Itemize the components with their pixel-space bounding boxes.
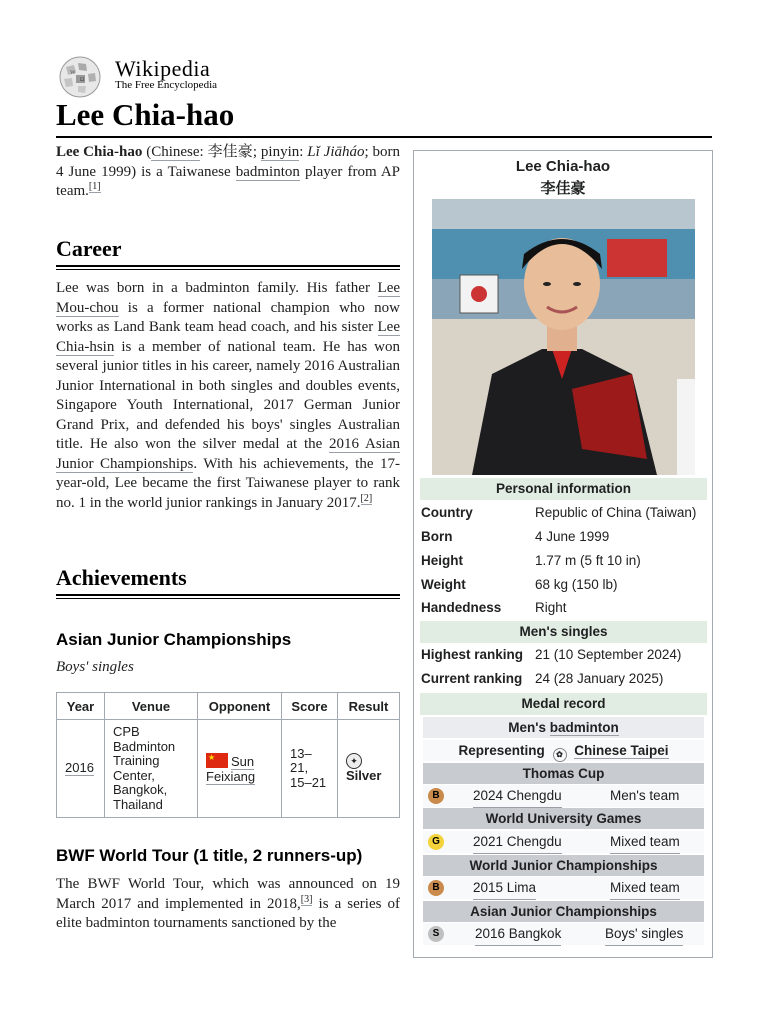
reference-3[interactable]: [3] [300, 893, 313, 905]
china-flag-icon [206, 753, 228, 768]
asian-junior-championships-link[interactable]: 2016 Asian Junior Championships [56, 436, 400, 472]
career-paragraph [56, 279, 400, 513]
col-opponent: Opponent [198, 693, 282, 720]
personal-information-header: Personal information [420, 478, 707, 500]
chinese-taipei-flag-icon: ✿ [553, 748, 567, 762]
medal-sport-row [423, 717, 704, 738]
cell-venue: CPB Badminton Training Center, Bangkok, Thailand [105, 720, 198, 818]
handedness-value: Right [535, 600, 567, 615]
career-divider [56, 265, 400, 270]
intro-text-a: ) is a Taiwanese [131, 163, 231, 180]
medal-row [423, 831, 704, 853]
info-row-born [421, 526, 708, 548]
col-year: Year [57, 693, 105, 720]
infobox [413, 150, 713, 958]
svg-text:W: W [70, 70, 76, 76]
medal-event-link[interactable]: 2021 Chengdu [473, 831, 562, 854]
intro-paragraph: Lee Chia-hao (Chinese: 李佳豪; pinyin: Lǐ Jiāháo; born 4 June 1999) is a Taiwanese badminton player from AP team.[1] [56, 144, 401, 199]
country-label: Country [421, 505, 473, 520]
info-row-current-ranking [421, 668, 708, 690]
bronze-medal-icon: B [428, 880, 444, 896]
info-row-handedness [421, 597, 708, 619]
medal-row [423, 785, 704, 807]
silver-medal-icon: ✦ [346, 753, 362, 769]
medal-sport-link[interactable]: badminton [549, 720, 619, 735]
country-value: Republic of China (Taiwan) [535, 505, 697, 520]
infobox-chinese-name: 李佳豪 [540, 180, 586, 197]
born-value: 4 June 1999 [535, 529, 610, 544]
medal-group-asian-junior-championships: Asian Junior Championships [423, 901, 704, 922]
medal-group-thomas-cup: Thomas Cup [423, 763, 704, 784]
medal-group-world-university-games: World University Games [423, 808, 704, 829]
infobox-name: Lee Chia-hao [515, 158, 611, 175]
chinese-name: 李佳豪 [207, 144, 253, 160]
height-label: Height [421, 553, 463, 568]
wikipedia-tagline: The Free Encyclopedia [115, 79, 218, 91]
bwf-paragraph [56, 875, 400, 934]
svg-text:Ω: Ω [80, 77, 85, 83]
birth-text: born 4 June 1999 [56, 144, 401, 180]
table-row [57, 720, 400, 818]
results-table [56, 692, 400, 818]
col-venue: Venue [105, 693, 198, 720]
career-heading: Career [56, 236, 122, 261]
medal-sport-prefix: Men's [508, 720, 546, 735]
career-text-2: is a former national champion who now works as Land Bank team head coach, and his sister [56, 299, 401, 335]
medal-group-world-junior-championships: World Junior Championships [423, 855, 704, 876]
career-text-4: . With his achievements, the 17-year-old, Lee became the first Taiwanese player to rank no. 1 in the world junior rankings in January 2017. [56, 455, 400, 511]
achievements-divider [56, 594, 400, 599]
reference-1[interactable]: [1] [88, 181, 101, 192]
info-row-weight [421, 574, 708, 596]
col-score: Score [282, 693, 338, 720]
reference-2[interactable]: [2] [360, 492, 373, 504]
info-row-country [421, 502, 708, 524]
medal-category-link[interactable]: Mixed team [610, 831, 680, 854]
cell-score: 13–21, 15–21 [282, 720, 338, 818]
current-ranking-value: 24 (28 January 2025) [535, 671, 664, 686]
opponent-link[interactable]: Sun Feixiang [206, 754, 256, 784]
title-divider [56, 136, 712, 138]
medal-row [423, 923, 704, 945]
gold-medal-icon: G [428, 834, 444, 850]
info-row-highest-ranking [421, 644, 708, 666]
medal-category-link[interactable]: Mixed team [610, 877, 680, 900]
sister-link[interactable]: Lee Chia-hsin [56, 319, 400, 355]
career-text-3: is a member of national team. He has won several junior titles in his career, namely 2016 Australian Junior International in both singles and doubles events, Singapore Youth International, 2017 German Junior Grand Prix, and defended his boys' singles Australian title. He also won the silver medal at the [56, 338, 401, 452]
cell-opponent [198, 720, 282, 818]
bronze-medal-icon: B [428, 788, 444, 804]
intro-text-b: player from AP team. [56, 163, 401, 199]
medal-event-link[interactable]: 2015 Lima [473, 877, 536, 900]
intro-name: Lee Chia-hao [56, 144, 143, 160]
cell-result [338, 720, 400, 818]
result-text: Silver [346, 768, 382, 784]
medal-row [423, 877, 704, 899]
handedness-label: Handedness [421, 600, 502, 615]
weight-label: Weight [421, 577, 466, 592]
born-label: Born [421, 529, 453, 544]
player-photo[interactable] [432, 199, 695, 475]
cell-year [57, 720, 105, 818]
bwf-text-2: is a series of elite badminton tournaments sanctioned by the [56, 895, 400, 931]
medal-record-header: Medal record [420, 693, 707, 715]
pinyin-link[interactable]: pinyin [260, 144, 300, 160]
wikipedia-wordmark[interactable]: Wikipedia [115, 56, 211, 81]
boys-singles-caption: Boys' singles [56, 659, 134, 675]
current-ranking-label: Current ranking [421, 671, 523, 686]
year-link[interactable]: 2016 [65, 760, 94, 776]
info-row-height [421, 550, 708, 572]
medal-category-link[interactable]: Boys' singles [605, 923, 683, 946]
medal-category: Men's team [610, 788, 680, 803]
representing-label: Representing [458, 743, 545, 758]
pinyin-name: Lǐ Jiāháo [307, 144, 365, 160]
weight-value: 68 kg (150 lb) [535, 577, 618, 592]
chinese-language-link[interactable]: Chinese [151, 144, 200, 160]
silver-medal-icon: S [428, 926, 444, 942]
mens-singles-header: Men's singles [420, 621, 707, 643]
badminton-link[interactable]: badminton [235, 163, 300, 180]
asian-junior-subheading: Asian Junior Championships [56, 630, 292, 649]
medal-event-link[interactable]: 2016 Bangkok [475, 923, 561, 946]
highest-ranking-value: 21 (10 September 2024) [535, 647, 682, 662]
col-result: Result [338, 693, 400, 720]
career-text-1: Lee was born in a badminton family. His father [56, 280, 370, 296]
highest-ranking-label: Highest ranking [421, 647, 524, 662]
bwf-text-1: The BWF World Tour, which was announced on 19 March 2017 and implemented in 2018, [56, 876, 400, 912]
height-value: 1.77 m (5 ft 10 in) [535, 553, 641, 568]
achievements-heading: Achievements [56, 565, 187, 590]
page-title: Lee Chia-hao [56, 97, 235, 132]
medal-event-link[interactable]: 2024 Chengdu [473, 785, 562, 808]
bwf-world-tour-subheading: BWF World Tour (1 title, 2 runners-up) [56, 846, 363, 865]
chinese-taipei-link[interactable]: Chinese Taipei [574, 743, 669, 758]
father-link[interactable]: Lee Mou-chou [56, 280, 401, 316]
table-header-row [57, 693, 400, 720]
representing-row [423, 740, 704, 761]
wikipedia-globe-logo[interactable] [56, 55, 106, 97]
